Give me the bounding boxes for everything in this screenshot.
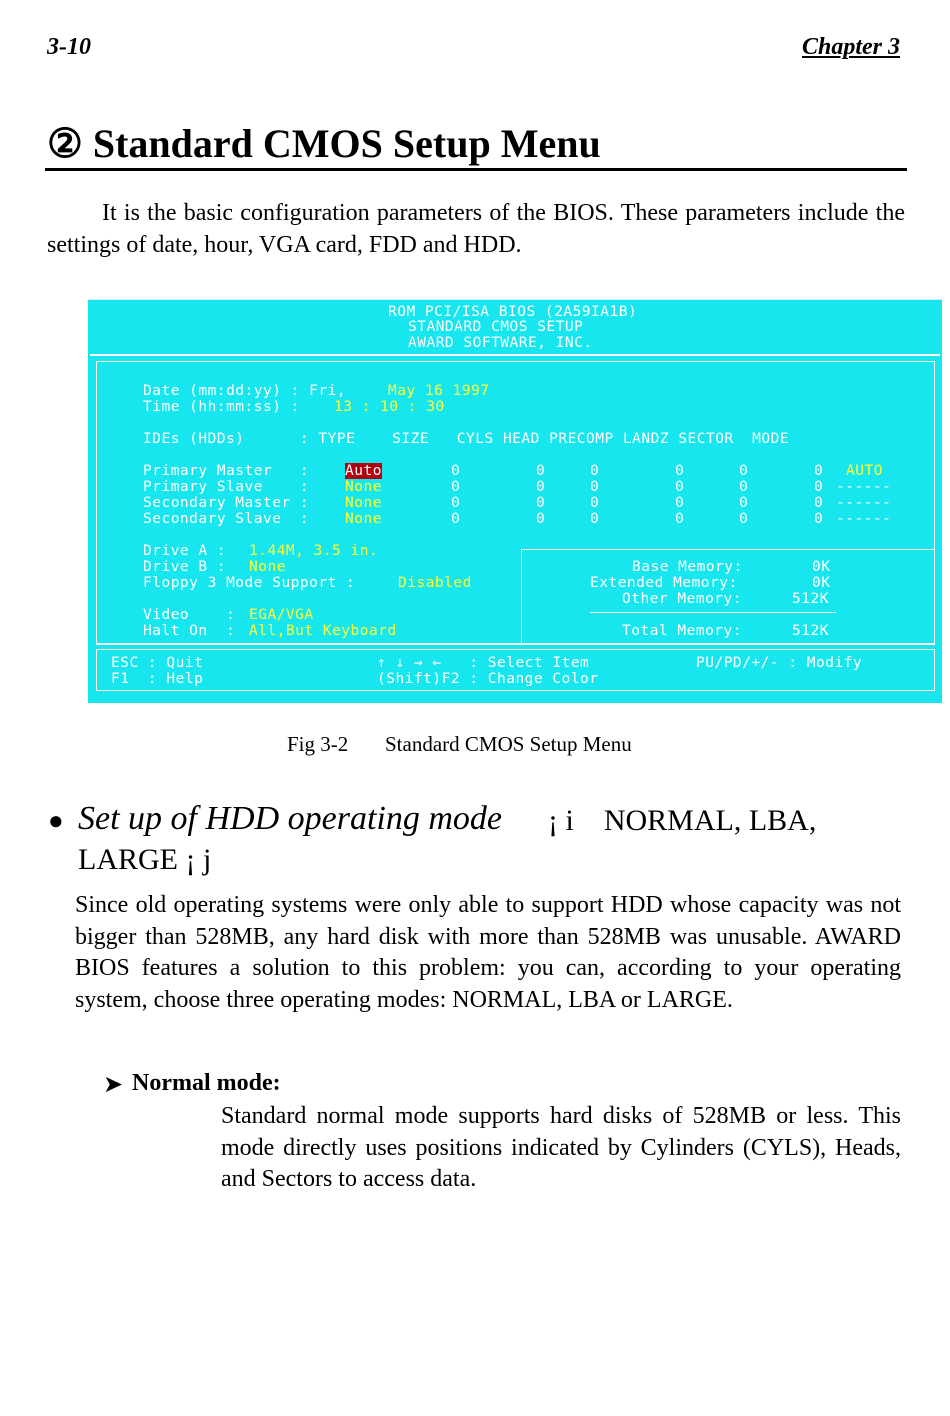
bios-inner-frame-bottom bbox=[96, 643, 935, 645]
figure-caption: Fig 3-2 Standard CMOS Setup Menu bbox=[287, 732, 632, 756]
drive-landz: 0 bbox=[739, 495, 749, 511]
section-heading-options: ¡ i NORMAL, LBA, bbox=[548, 804, 817, 837]
select-item-hint: ↑ ↓ → ← : Select Item bbox=[377, 655, 590, 671]
page-number: 3-10 bbox=[47, 34, 91, 60]
bios-header-line: ROM PCI/ISA BIOS (2A59IA1B) bbox=[388, 304, 638, 320]
drive-sector: 0 bbox=[814, 495, 824, 511]
footer-frame-right bbox=[934, 649, 935, 691]
video-value[interactable]: EGA/VGA bbox=[249, 607, 314, 623]
modify-hint: PU/PD/+/- : Modify bbox=[696, 655, 863, 671]
floppy3-value[interactable]: Disabled bbox=[398, 575, 472, 591]
total-memory-value: 512K bbox=[792, 623, 829, 639]
drive-cyls: 0 bbox=[536, 479, 546, 495]
drive-sector: 0 bbox=[814, 511, 824, 527]
other-memory-label: Other Memory: bbox=[622, 591, 742, 607]
bios-header-line: STANDARD CMOS SETUP bbox=[408, 319, 584, 335]
arrow-bullet-icon: ➤ bbox=[103, 1072, 124, 1098]
bios-separator bbox=[90, 354, 940, 356]
other-memory-value: 512K bbox=[792, 591, 829, 607]
f1-help-hint: F1 : Help bbox=[111, 671, 204, 687]
hdd-table-header: IDEs (HDDs) : TYPE SIZE CYLS HEAD PRECOMP LANDZ SECTOR MODE bbox=[143, 431, 790, 447]
drive-name: Primary Master : bbox=[143, 463, 310, 479]
drive-mode[interactable]: ------ bbox=[836, 511, 892, 527]
drive-precomp: 0 bbox=[675, 495, 685, 511]
drive-name: Primary Slave : bbox=[143, 479, 310, 495]
drive-landz: 0 bbox=[739, 479, 749, 495]
drive-cyls: 0 bbox=[536, 495, 546, 511]
footer-frame-left bbox=[96, 649, 97, 691]
drive-head: 0 bbox=[590, 479, 600, 495]
drive-type[interactable]: None bbox=[345, 511, 382, 527]
extended-memory-label: Extended Memory: bbox=[590, 575, 738, 591]
page-title: ② Standard CMOS Setup Menu bbox=[47, 121, 601, 166]
drive-type[interactable]: Auto bbox=[345, 463, 382, 479]
date-label: Date (mm:dd:yy) : Fri, bbox=[143, 383, 347, 399]
footer-frame-bottom bbox=[96, 690, 935, 691]
bios-header-line: AWARD SOFTWARE, INC. bbox=[408, 335, 593, 351]
drive-head: 0 bbox=[590, 463, 600, 479]
drive-head: 0 bbox=[590, 495, 600, 511]
chapter-label: Chapter 3 bbox=[801, 34, 900, 60]
bios-inner-frame-top bbox=[96, 361, 934, 362]
halt-on-label: Halt On : bbox=[143, 623, 236, 639]
drive-landz: 0 bbox=[739, 463, 749, 479]
drive-type[interactable]: None bbox=[345, 495, 382, 511]
drive-size: 0 bbox=[451, 511, 461, 527]
drive-b-label: Drive B : bbox=[143, 559, 227, 575]
drive-size: 0 bbox=[451, 479, 461, 495]
footer-frame-top bbox=[96, 649, 934, 650]
normal-mode-body: Standard normal mode supports hard disks of 528MB or less. This mode directly uses positions indicated by Cylinders (CYLS), Heads, and Sectors to access data. bbox=[221, 1103, 901, 1192]
drive-sector: 0 bbox=[814, 463, 824, 479]
date-value[interactable]: May 16 1997 bbox=[388, 383, 490, 399]
change-color-hint: (Shift)F2 : Change Color bbox=[377, 671, 599, 687]
bios-border-top bbox=[88, 299, 942, 300]
drive-mode[interactable]: ------ bbox=[836, 495, 892, 511]
memory-box-top bbox=[521, 549, 934, 550]
drive-sector: 0 bbox=[814, 479, 824, 495]
floppy3-label: Floppy 3 Mode Support : bbox=[143, 575, 356, 591]
time-label: Time (hh:mm:ss) : bbox=[143, 399, 300, 415]
drive-cyls: 0 bbox=[536, 463, 546, 479]
drive-mode[interactable]: ------ bbox=[836, 479, 892, 495]
drive-a-label: Drive A : bbox=[143, 543, 227, 559]
memory-total-rule bbox=[590, 612, 836, 613]
section-body: Since old operating systems were only able to support HDD whose capacity was not bigger than 528MB, any hard disk with more than 528MB was unusable. AWARD BIOS features a solution to this problem: you can, according to your operating system, choose three operating modes: NORMAL, LBA or LARGE. bbox=[75, 892, 901, 1013]
drive-a-value[interactable]: 1.44M, 3.5 in. bbox=[249, 543, 379, 559]
memory-box-left bbox=[521, 549, 522, 643]
drive-type[interactable]: None bbox=[345, 479, 382, 495]
drive-precomp: 0 bbox=[675, 479, 685, 495]
base-memory-label: Base Memory: bbox=[632, 559, 743, 575]
intro-paragraph: It is the basic configuration parameters of the BIOS. These parameters include the settings of date, hour, VGA card, FDD and HDD. bbox=[47, 200, 905, 258]
time-value[interactable]: 13 : 10 : 30 bbox=[334, 399, 445, 415]
drive-size: 0 bbox=[451, 463, 461, 479]
halt-on-value[interactable]: All,But Keyboard bbox=[249, 623, 397, 639]
section-heading-line2: LARGE ¡ j bbox=[78, 843, 212, 876]
drive-landz: 0 bbox=[739, 511, 749, 527]
bios-inner-frame-right bbox=[934, 361, 935, 643]
drive-name: Secondary Master : bbox=[143, 495, 310, 511]
drive-precomp: 0 bbox=[675, 463, 685, 479]
base-memory-value: 0K bbox=[812, 559, 831, 575]
drive-mode[interactable]: AUTO bbox=[846, 463, 883, 479]
bios-inner-frame-left bbox=[96, 361, 97, 643]
total-memory-label: Total Memory: bbox=[622, 623, 742, 639]
drive-cyls: 0 bbox=[536, 511, 546, 527]
section-heading: Set up of HDD operating mode bbox=[78, 800, 503, 837]
drive-b-value[interactable]: None bbox=[249, 559, 286, 575]
normal-mode-heading: Normal mode: bbox=[132, 1070, 281, 1096]
drive-name: Secondary Slave : bbox=[143, 511, 310, 527]
esc-quit-hint: ESC : Quit bbox=[111, 655, 204, 671]
drive-size: 0 bbox=[451, 495, 461, 511]
bullet-icon: ● bbox=[48, 806, 64, 835]
drive-precomp: 0 bbox=[675, 511, 685, 527]
drive-head: 0 bbox=[590, 511, 600, 527]
video-label: Video : bbox=[143, 607, 236, 623]
bios-screen bbox=[88, 299, 942, 703]
extended-memory-value: 0K bbox=[812, 575, 831, 591]
title-divider bbox=[45, 168, 907, 171]
